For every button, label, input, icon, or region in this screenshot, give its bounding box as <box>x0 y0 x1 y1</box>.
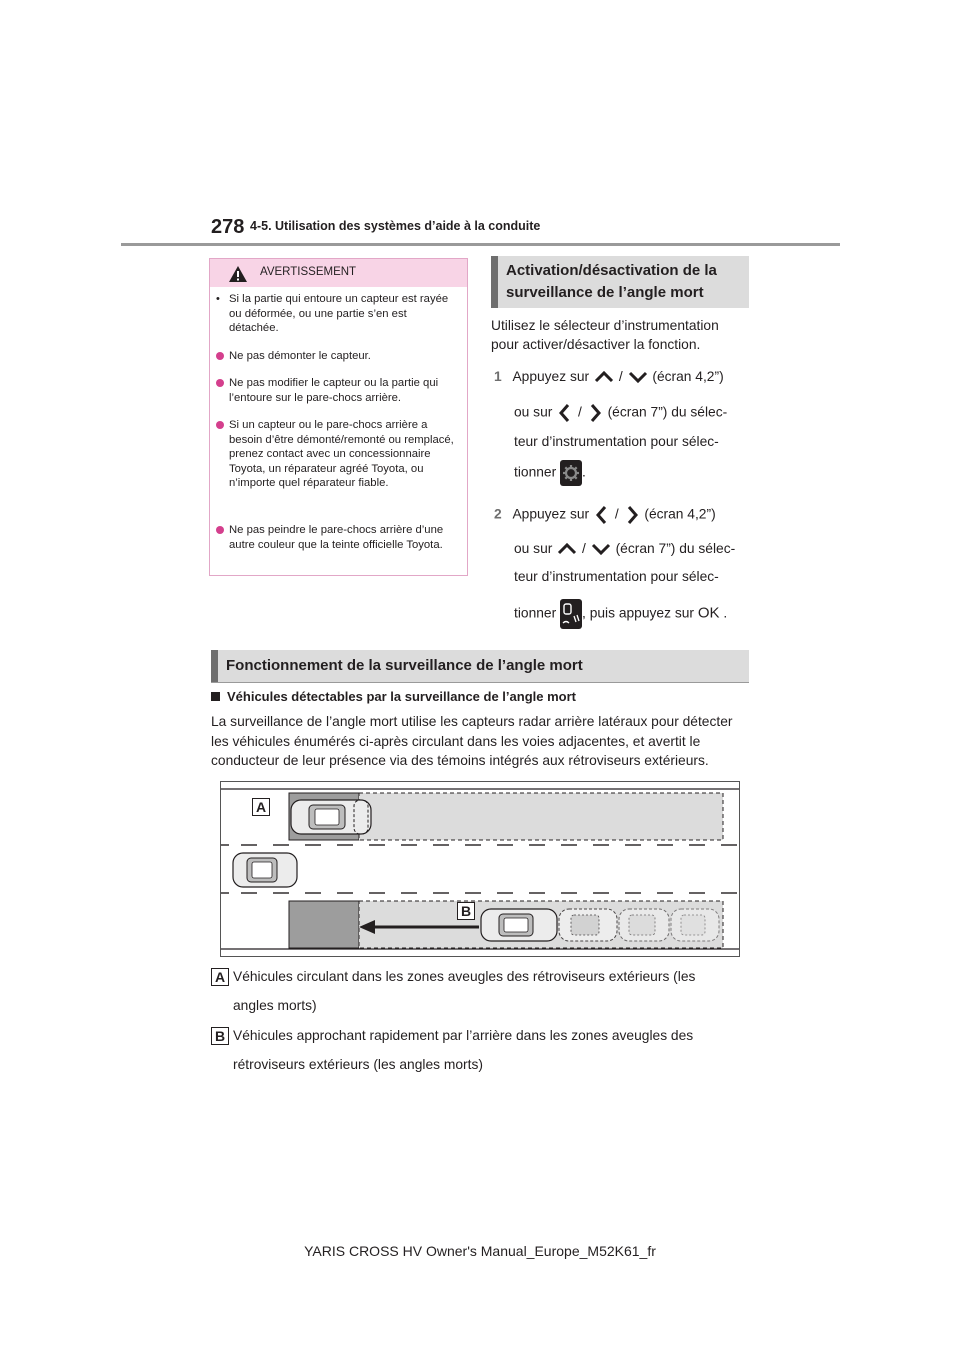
diagram-label-a: A <box>252 798 270 816</box>
step2-text-g: , puis appuyez sur <box>582 605 695 621</box>
step2-text-f: tionner <box>514 605 557 621</box>
section-title: 4-5. Utilisation des systèmes d’aide à la conduite <box>250 219 541 233</box>
blind-spot-monitor-icon <box>560 599 582 629</box>
chevron-right-icon <box>586 402 604 424</box>
step1-line2 <box>514 402 727 424</box>
step1-text-f: tionner <box>514 464 557 480</box>
body-paragraph: La surveillance de l’angle mort utilise les capteurs radar arrière latéraux pour détecter les véhicules énumérés ci-après circulant dans les voies adjacentes, et avertit le conducteur de leur présence via des témoins intégrés aux rétroviseurs extérieurs. <box>211 714 733 768</box>
bullet-dot <box>216 379 224 387</box>
road-illustration <box>221 782 739 956</box>
chevron-down-icon <box>627 370 649 384</box>
slash: / <box>578 404 582 420</box>
warning-item <box>213 523 457 552</box>
activation-title-line1: Activation/désactivation de la <box>506 262 717 279</box>
step1-line4 <box>514 460 586 486</box>
warning-item <box>213 349 457 364</box>
slash: / <box>618 369 623 384</box>
legend-b-line1: Véhicules approchant rapidement par l’arrière dans les zones aveugles des <box>233 1028 694 1043</box>
warning-header <box>210 259 467 287</box>
blind-spot-diagram <box>220 781 740 957</box>
warning-item <box>213 418 457 491</box>
warning-item-text: Si un capteur ou le pare-chocs arrière a besoin d’être démonté/remonté ou remplacé, prenez contact avec un concessionnaire Toyota, un réparateur agréé Toyota, ou n’importe quel réparateur fiable. <box>229 419 454 490</box>
warning-box <box>209 258 468 576</box>
legend-label-a: A <box>211 968 229 986</box>
fonctionnement-section-header: Fonctionnement de la surveillance de l’angle mort <box>211 650 749 682</box>
warning-title: AVERTISSEMENT <box>260 266 357 278</box>
footer: YARIS CROSS HV Owner's Manual_Europe_M52K61_fr <box>304 1243 656 1259</box>
slash: / <box>582 541 586 556</box>
step2-text-a: Appuyez sur <box>512 506 590 522</box>
bullet-dot <box>216 526 224 534</box>
subheading <box>211 689 576 704</box>
step2-line2 <box>514 539 735 558</box>
warning-intro-text: Si la partie qui entoure un capteur est rayée ou déformée, ou une partie s’en est détachée. <box>229 293 449 335</box>
warning-triangle-icon <box>228 265 248 283</box>
legend-a-line2: angles morts) <box>233 998 317 1013</box>
slash: / <box>614 506 619 522</box>
square-bullet-icon <box>211 692 220 701</box>
activation-title-line2: surveillance de l’angle mort <box>506 284 704 301</box>
intro-bullet: • <box>216 293 220 305</box>
chevron-right-icon <box>623 504 641 526</box>
chevron-down-icon <box>590 542 612 556</box>
diagram-label-b: B <box>457 902 475 920</box>
step2-text-d: (écran 7”) du sélec- <box>615 541 736 556</box>
step1-text-b: (écran 4,2”) <box>652 369 724 384</box>
legend-a-line1: Véhicules circulant dans les zones aveugles des rétroviseurs extérieurs (les <box>233 969 696 984</box>
warning-item <box>213 376 457 405</box>
section-rule <box>211 682 749 683</box>
step1-line3: teur d’instrumentation pour sélec- <box>514 434 719 449</box>
activation-intro-line2: pour activer/désactiver la fonction. <box>491 337 701 352</box>
step1-text-d: (écran 7”) du sélec- <box>607 404 728 420</box>
bullet-dot <box>216 421 224 429</box>
ok-key-icon: OK <box>697 604 720 622</box>
chevron-up-icon <box>593 370 615 384</box>
activation-intro-line1: Utilisez le sélecteur d’instrumentation <box>491 318 719 333</box>
legend-b-line2: rétroviseurs extérieurs (les angles morts) <box>233 1057 483 1072</box>
bullet-dot <box>216 352 224 360</box>
step2-line4 <box>514 599 727 629</box>
step2-text-h: . <box>723 605 728 621</box>
warning-item-text: Ne pas modifier le capteur ou la partie qui l’entoure sur le pare-chocs arrière. <box>229 377 439 404</box>
settings-gear-icon <box>560 460 582 486</box>
subheading-text: Véhicules détectables par la surveillance de l’angle mort <box>227 689 576 704</box>
step2-line3: teur d’instrumentation pour sélec- <box>514 569 719 584</box>
page-number: 278 <box>211 216 245 238</box>
step2-text-c: ou sur <box>514 541 553 556</box>
step1-text-a: Appuyez sur <box>512 369 590 384</box>
chevron-up-icon <box>556 542 578 556</box>
step1-text-c: ou sur <box>514 404 553 420</box>
step1-line1 <box>494 367 724 386</box>
activation-section-header <box>491 256 749 308</box>
legend-label-b: B <box>211 1027 229 1045</box>
warning-intro <box>213 292 457 336</box>
step2-number: 2 <box>494 506 502 522</box>
step2-line1 <box>494 504 716 526</box>
step1-text-g: . <box>582 464 586 480</box>
header-rule <box>121 243 840 246</box>
chevron-left-icon <box>593 504 611 526</box>
warning-item-text: Ne pas démonter le capteur. <box>229 350 371 362</box>
chevron-left-icon <box>556 402 574 424</box>
step1-number: 1 <box>494 369 502 384</box>
step2-text-b: (écran 4,2”) <box>644 506 716 522</box>
warning-item-text: Ne pas peindre le pare-chocs arrière d’une autre couleur que la teinte officielle Toyota. <box>229 524 444 551</box>
